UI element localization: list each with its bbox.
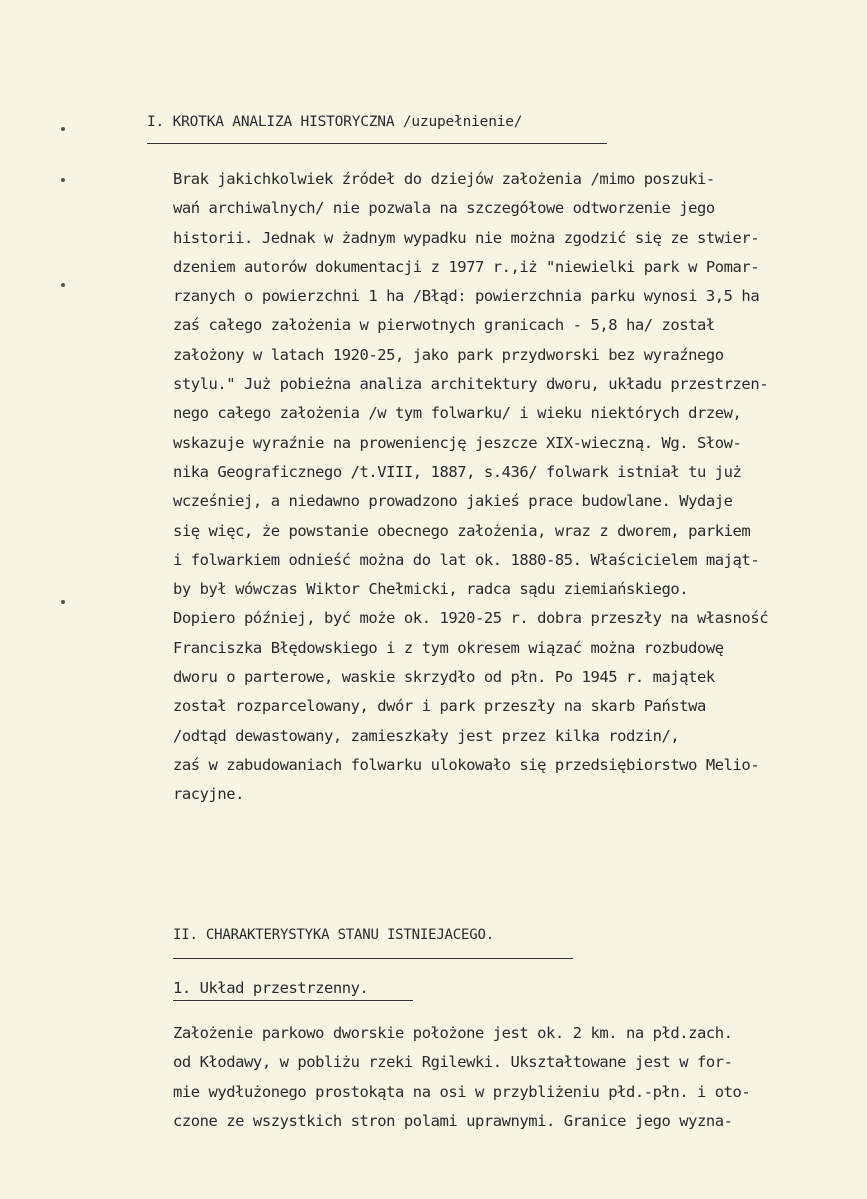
text-line: Dopiero później, być może ok. 1920-25 r. dobra przeszły na własność: [173, 609, 769, 628]
paragraph-historical-analysis: [173, 165, 863, 810]
text-line: od Kłodawy, w pobliżu rzeki Rgilewki. Ukształtowane jest w for-: [173, 1053, 733, 1072]
section-heading-1: I. KROTKA ANALIZA HISTORYCZNA /uzupełnienie/: [147, 114, 523, 130]
text-line: Założenie parkowo dworskie położone jest ok. 2 km. na płd.zach.: [173, 1024, 733, 1042]
text-line: dzeniem autorów dokumentacji z 1977 r.,iż "niewielki park w Pomar-: [173, 257, 760, 276]
margin-mark: [61, 178, 65, 182]
text-line: założony w latach 1920-25, jako park przydworski bez wyraźnego: [173, 345, 724, 364]
text-line: i folwarkiem odnieść można do lat ok. 1880-85. Właścicielem mająt-: [173, 550, 760, 569]
margin-mark: [61, 127, 65, 131]
text-line: by był wówczas Wiktor Chełmicki, radca sądu ziemiańskiego.: [173, 580, 689, 599]
text-line: nika Geograficznego /t.VIII, 1887, s.436/ folwark istniał tu już: [173, 462, 742, 481]
text-line: historii. Jednak w żadnym wypadku nie można zgodzić się ze stwier-: [173, 228, 760, 247]
text-line: Franciszka Błędowskiego i z tym okresem wiązać można rozbudowę: [173, 638, 724, 657]
margin-mark: [61, 600, 65, 604]
text-line: wcześniej, a niedawno prowadzono jakieś prace budowlane. Wydaje: [173, 492, 733, 511]
text-line: zaś w zabudowaniach folwarku ulokowało się przedsiębiorstwo Melio-: [173, 755, 760, 774]
text-line: zaś całego założenia w pierwotnych granicach - 5,8 ha/ został: [173, 316, 715, 335]
text-line: mie wydłużonego prostokąta na osi w przybliżeniu płd.-płn. i oto-: [173, 1082, 751, 1101]
text-line: wań archiwalnych/ nie pozwala na szczegółowe odtworzenie jego: [173, 199, 715, 218]
text-line: czone ze wszystkich stron polami uprawnymi. Granice jego wyzna-: [173, 1111, 733, 1130]
text-line: nego całego założenia /w tym folwarku/ i wieku niektórych drzew,: [173, 404, 742, 423]
text-line: /odtąd dewastowany, zamieszkały jest przez kilka rodzin/,: [173, 726, 680, 745]
text-line: został rozparcelowany, dwór i park przeszły na skarb Państwa: [173, 697, 706, 716]
subsection-heading-1: 1. Układ przestrzenny.: [173, 979, 369, 997]
text-line: wskazuje wyraźnie na proweniencję jeszcze XIX-wieczną. Wg. Słow-: [173, 433, 742, 452]
text-line: dworu o parterowe, waskie skrzydło od płn. Po 1945 r. majątek: [173, 668, 715, 687]
text-line: Brak jakichkolwiek źródeł do dziejów założenia /mimo poszuki-: [173, 170, 715, 188]
heading-underline: [147, 143, 607, 144]
section-heading-2: II. CHARAKTERYSTYKA STANU ISTNIEJACEGO.: [173, 927, 494, 943]
subsection-heading-underline: [173, 1000, 413, 1001]
margin-mark: [61, 283, 65, 287]
section-heading-2-underline: [173, 958, 573, 959]
text-line: się więc, że powstanie obecnego założenia, wraz z dworem, parkiem: [173, 521, 751, 540]
paragraph-spatial-layout: [173, 1019, 863, 1136]
text-line: rzanych o powierzchni 1 ha /Błąd: powierzchnia parku wynosi 3,5 ha: [173, 287, 760, 306]
text-line: racyjne.: [173, 785, 245, 804]
text-line: stylu." Już pobieżna analiza architektury dworu, układu przestrzen-: [173, 375, 769, 394]
